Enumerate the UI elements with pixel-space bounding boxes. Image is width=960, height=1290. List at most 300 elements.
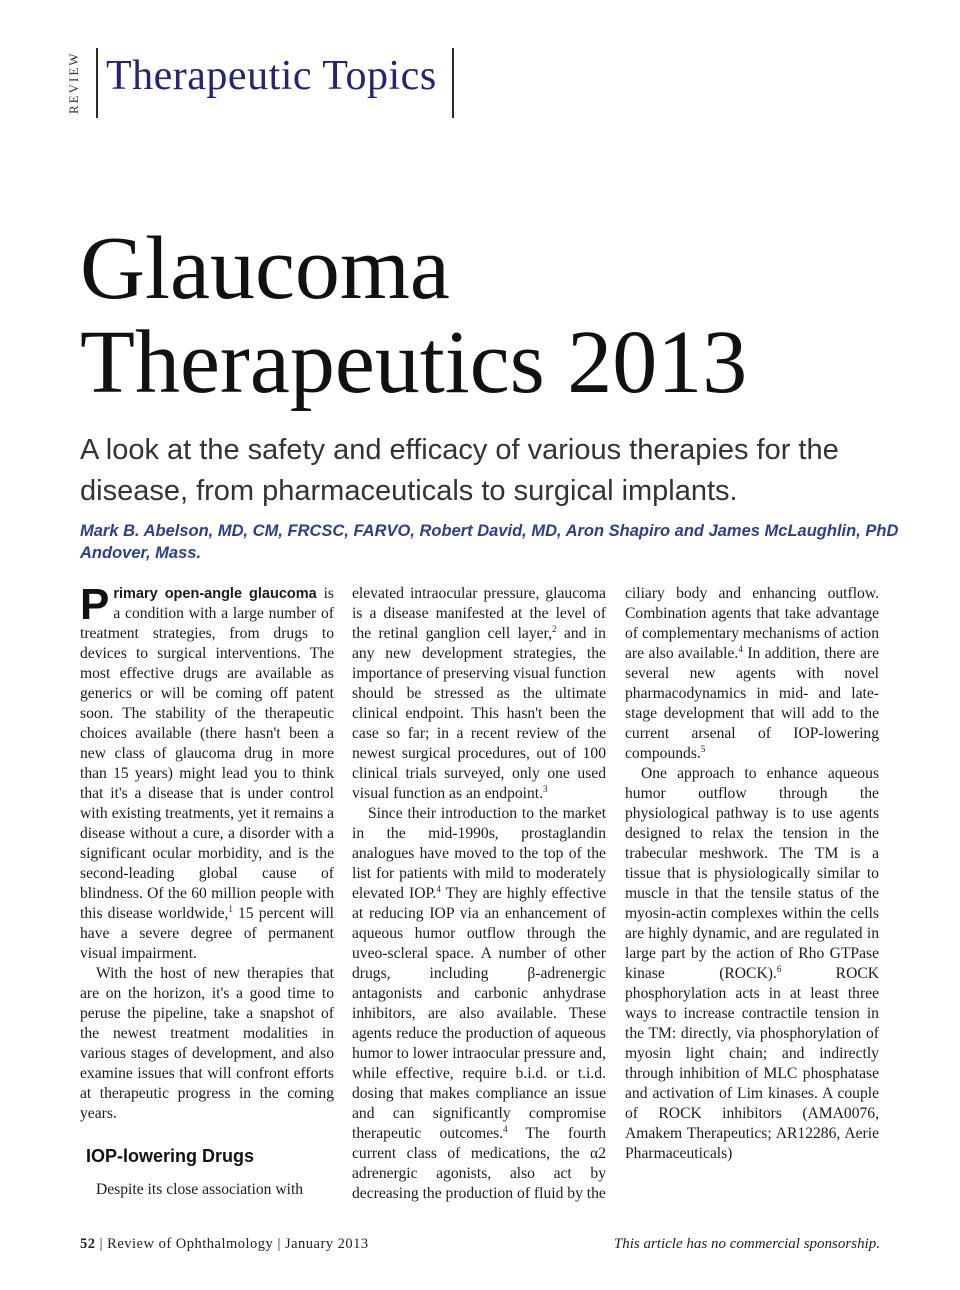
- word: glaucoma: [545, 585, 606, 602]
- word: complementary: [641, 625, 739, 642]
- word: [744, 705, 751, 722]
- word: and: [352, 1105, 375, 1122]
- word: 100: [582, 745, 606, 762]
- word: [839, 985, 848, 1002]
- word: medications,: [470, 1145, 551, 1162]
- word: [838, 845, 850, 862]
- word: the: [753, 825, 773, 842]
- word: and: [818, 685, 842, 702]
- word: [499, 705, 507, 722]
- word: regulated: [804, 925, 863, 942]
- word: while: [352, 1065, 387, 1082]
- word: [746, 685, 756, 702]
- word: IOP-lowering: [793, 725, 879, 742]
- word: cells: [850, 905, 879, 922]
- word: intraocular: [409, 585, 478, 602]
- word: [860, 865, 867, 882]
- word: humor: [414, 925, 456, 942]
- word: to: [664, 1005, 677, 1022]
- word: tissue: [625, 865, 661, 882]
- word: [735, 1005, 742, 1022]
- word: [549, 605, 556, 622]
- word: is: [775, 805, 786, 822]
- word: dosing: [352, 1085, 394, 1102]
- word: of: [757, 725, 771, 742]
- word: of: [719, 1085, 733, 1102]
- word: the: [422, 1185, 442, 1202]
- word: visual: [352, 785, 390, 802]
- word: [572, 1165, 591, 1182]
- word: significantly: [432, 1105, 511, 1122]
- word: [808, 685, 818, 702]
- word: other: [573, 945, 606, 962]
- word: used: [577, 765, 606, 782]
- word: novel: [844, 665, 879, 682]
- word: least: [810, 985, 839, 1002]
- word: are: [427, 1005, 447, 1022]
- word: complexes: [711, 905, 778, 922]
- word: [451, 745, 458, 762]
- word: [860, 845, 872, 862]
- word: stressed: [434, 685, 484, 702]
- word: indirectly: [819, 1045, 879, 1062]
- word: AR12286,: [775, 1125, 841, 1142]
- word: through: [625, 1065, 674, 1082]
- word: [437, 1145, 447, 1162]
- word: to: [866, 865, 879, 882]
- word: β-adrenergic: [527, 965, 606, 982]
- word: [824, 665, 844, 682]
- reference-2: 2: [552, 623, 557, 634]
- word: physiological: [625, 805, 710, 822]
- reference-marker: 4: [503, 1123, 508, 1134]
- word: lower: [412, 1045, 449, 1062]
- word: agents: [352, 1025, 392, 1042]
- column-2: [352, 584, 606, 1214]
- word: inhibitors,: [352, 1005, 416, 1022]
- word: [853, 885, 860, 902]
- word: via: [736, 1025, 756, 1042]
- word: with: [452, 865, 481, 882]
- word: to: [841, 705, 854, 722]
- word: myosin-actin: [625, 905, 707, 922]
- word: MLC: [763, 1065, 798, 1082]
- word: have: [419, 845, 450, 862]
- word: the: [586, 1185, 606, 1202]
- word: [665, 965, 719, 982]
- word: the: [522, 685, 542, 702]
- word: These: [568, 1005, 606, 1022]
- article-title: [80, 219, 900, 412]
- word: cell: [487, 625, 511, 642]
- word: in: [436, 725, 449, 742]
- word: clinical: [352, 765, 398, 782]
- word: only: [512, 765, 540, 782]
- word: [547, 1065, 556, 1082]
- word: [416, 1005, 428, 1022]
- word: [550, 1145, 560, 1162]
- word: adrenergic: [352, 1165, 418, 1182]
- word: also: [648, 645, 674, 662]
- word: [488, 965, 527, 982]
- word: add: [811, 705, 835, 722]
- word: with: [796, 665, 824, 682]
- word: [406, 825, 428, 842]
- word: fluid: [533, 1185, 564, 1202]
- word: [418, 1165, 437, 1182]
- word: inhibitors: [722, 1105, 782, 1122]
- word: of: [823, 625, 837, 642]
- word: the: [586, 705, 606, 722]
- word: aqueous: [554, 1025, 606, 1042]
- word: or: [555, 1065, 569, 1082]
- word: and: [625, 1085, 648, 1102]
- word: This: [471, 705, 500, 722]
- word: IOP: [429, 905, 454, 922]
- article-dek: A look at the safety and efficacy of various therapies for the disease, from pharmaceuticals to surgical implants.: [80, 434, 839, 507]
- word: [528, 985, 543, 1002]
- review-label: REVIEW: [66, 51, 81, 115]
- word: designed: [625, 825, 681, 842]
- header-divider-right: [452, 48, 454, 118]
- word: moved: [454, 845, 497, 862]
- word: the: [529, 605, 549, 622]
- reference-marker: 5: [700, 743, 706, 754]
- word: are: [625, 645, 645, 662]
- word: that: [750, 705, 775, 722]
- word: function: [554, 665, 606, 682]
- word: part: [661, 945, 686, 962]
- word: enhance: [766, 765, 818, 782]
- word: [805, 705, 812, 722]
- word: through: [526, 925, 576, 942]
- word: outflow: [466, 925, 516, 942]
- word: in: [837, 825, 850, 842]
- word: hasn't: [506, 705, 543, 722]
- word: [769, 685, 779, 702]
- word: of: [625, 1105, 638, 1122]
- byline: [80, 520, 900, 564]
- word: [702, 1105, 722, 1122]
- word: recent: [470, 725, 510, 742]
- word: [687, 845, 699, 862]
- word: through: [779, 785, 828, 802]
- word: of: [568, 845, 582, 862]
- title-line-2: Therapeutics 2013: [80, 313, 748, 412]
- word: body: [676, 585, 708, 602]
- word: [747, 785, 779, 802]
- word: compounds.: [625, 745, 701, 762]
- word: the: [386, 825, 406, 842]
- word: fourth: [567, 1125, 606, 1142]
- word: [455, 925, 467, 942]
- word: development: [663, 705, 745, 722]
- reference-marker: 6: [776, 963, 782, 974]
- word: [718, 885, 725, 902]
- word: highly: [506, 885, 547, 902]
- word: be: [406, 685, 422, 702]
- word: [804, 1045, 819, 1062]
- reference-1: 1: [228, 903, 233, 914]
- section-title: Therapeutic Topics: [106, 53, 437, 99]
- word: in: [768, 985, 781, 1002]
- word: [550, 1125, 568, 1142]
- word: [773, 825, 783, 842]
- paragraph-1: [80, 584, 334, 964]
- word: the: [625, 1025, 645, 1042]
- word: strategies,: [513, 645, 577, 662]
- word: the: [586, 925, 606, 942]
- word: [375, 1105, 393, 1122]
- word: [567, 945, 574, 962]
- word: including: [429, 965, 489, 982]
- word: issue: [574, 1085, 606, 1102]
- word: and,: [579, 1045, 606, 1062]
- word: [666, 785, 698, 802]
- word: [504, 765, 512, 782]
- word: [387, 1065, 396, 1082]
- word: to: [690, 825, 703, 842]
- word: [507, 1065, 516, 1082]
- word: the: [586, 845, 606, 862]
- word: [579, 705, 587, 722]
- word: three: [847, 985, 879, 1002]
- word: [460, 1145, 470, 1162]
- word: by: [567, 1185, 583, 1202]
- word: advantage: [815, 605, 879, 622]
- word: [781, 965, 835, 982]
- word: action: [840, 625, 879, 642]
- word: Pharmaceuticals): [625, 1145, 733, 1162]
- word: [771, 725, 793, 742]
- word: the: [586, 645, 606, 662]
- word: [828, 825, 838, 842]
- word: [804, 845, 815, 862]
- word: [671, 1045, 686, 1062]
- word: [503, 645, 514, 662]
- word: production: [465, 1025, 534, 1042]
- word: directly,: [680, 1025, 732, 1042]
- word: [447, 1005, 459, 1022]
- word: ROCK: [835, 965, 879, 982]
- journal-name: Review of Ophthalmology: [107, 1236, 274, 1252]
- word: level: [555, 605, 586, 622]
- word: [791, 885, 798, 902]
- word: are: [781, 925, 801, 942]
- word: [786, 805, 793, 822]
- word: to: [521, 805, 535, 822]
- title-line-1: Glaucoma: [80, 219, 450, 318]
- word: (ROCK).: [719, 965, 777, 982]
- word: [767, 1045, 782, 1062]
- word: close: [166, 1181, 199, 1198]
- word: makes: [429, 1085, 470, 1102]
- word: [394, 685, 407, 702]
- word: ROCK: [658, 1105, 702, 1122]
- word: mid-: [778, 685, 809, 702]
- word: [669, 665, 689, 682]
- word: [781, 985, 790, 1002]
- word: their: [407, 805, 437, 822]
- word: the: [560, 1145, 580, 1162]
- word: elevated: [352, 585, 404, 602]
- word: [580, 1145, 590, 1162]
- word: disease: [383, 605, 429, 622]
- word: [400, 725, 408, 742]
- word: [484, 685, 497, 702]
- word: GTPase: [829, 945, 879, 962]
- word: current: [352, 1145, 397, 1162]
- word: and: [781, 1045, 805, 1062]
- word: act: [553, 1165, 572, 1182]
- word: [463, 725, 471, 742]
- word: intraocular: [452, 1045, 520, 1062]
- word: available.: [678, 645, 739, 662]
- word: clinical: [352, 705, 398, 722]
- word: market: [562, 805, 606, 822]
- word: manifested: [435, 605, 505, 622]
- lead-in: rimary open-angle glaucoma: [113, 586, 317, 602]
- word: an: [484, 905, 500, 922]
- word: outflow: [698, 785, 747, 802]
- word: [657, 705, 664, 722]
- word: [816, 585, 827, 602]
- word: Aerie: [844, 1125, 879, 1142]
- word: is: [697, 865, 708, 882]
- word: function: [393, 785, 446, 802]
- word: approach: [677, 765, 735, 782]
- word: ways: [625, 1005, 658, 1022]
- word: that: [694, 885, 719, 902]
- word: of: [553, 945, 567, 962]
- word: development: [422, 645, 503, 662]
- word: [744, 885, 751, 902]
- word: They: [445, 885, 478, 902]
- word: [757, 765, 767, 782]
- word: prostaglandin: [521, 825, 606, 842]
- word: mild: [485, 865, 514, 882]
- word: The: [525, 1125, 550, 1142]
- word: antagonists: [352, 985, 423, 1002]
- word: in: [593, 625, 606, 642]
- word: of: [840, 885, 854, 902]
- word: that: [399, 1085, 424, 1102]
- word: TM:: [648, 1025, 677, 1042]
- word: with: [275, 1181, 304, 1198]
- word: [576, 745, 583, 762]
- word: within: [782, 905, 823, 922]
- word: [579, 725, 587, 742]
- word: the: [859, 825, 879, 842]
- word: also: [459, 1005, 485, 1022]
- word: [586, 625, 593, 642]
- word: activation: [652, 1085, 715, 1102]
- word: [744, 825, 754, 842]
- word: muscle: [625, 885, 670, 902]
- word: [850, 825, 860, 842]
- word: effective: [551, 885, 606, 902]
- word: surveyed,: [444, 765, 505, 782]
- word: A: [480, 945, 492, 962]
- page-number: 52: [80, 1236, 96, 1252]
- word: the: [724, 885, 744, 902]
- word: [429, 725, 437, 742]
- word: myosin: [625, 1045, 671, 1062]
- word: so: [386, 725, 401, 742]
- word: by: [690, 945, 707, 962]
- word: the: [586, 725, 606, 742]
- paragraph-segment: [625, 584, 879, 764]
- word: [768, 845, 779, 862]
- word: case: [352, 725, 379, 742]
- author-location: Andover, Mass.: [80, 544, 202, 562]
- word: [418, 625, 425, 642]
- word: action: [736, 945, 775, 962]
- word: highly: [648, 925, 689, 942]
- word: at: [789, 985, 802, 1002]
- word: humor: [625, 785, 666, 802]
- word: Combination: [625, 605, 707, 622]
- word: one: [547, 765, 570, 782]
- word: procedures,: [457, 745, 530, 762]
- reference-marker: 4: [436, 883, 441, 894]
- word: can: [392, 1105, 415, 1122]
- word: [414, 1105, 432, 1122]
- word: TM: [814, 845, 839, 862]
- word: ciliary: [625, 585, 665, 602]
- word: In: [747, 645, 761, 662]
- word: to: [792, 805, 805, 822]
- word: [736, 725, 758, 742]
- word: new: [689, 665, 716, 682]
- word: use: [811, 805, 833, 822]
- word: meshwork.: [699, 845, 768, 862]
- word: list: [352, 865, 372, 882]
- word: new: [385, 645, 412, 662]
- word: [510, 625, 517, 642]
- word: compromise: [528, 1105, 606, 1122]
- word: Rho: [798, 945, 825, 962]
- word: similar: [816, 865, 861, 882]
- word: pharmacodynamics: [625, 685, 747, 702]
- word: are: [859, 645, 879, 662]
- word: compliance: [475, 1085, 548, 1102]
- word: Therapeutics;: [686, 1125, 772, 1142]
- word: relax: [712, 825, 744, 842]
- word: the: [826, 905, 846, 922]
- word: [841, 685, 851, 702]
- word: elevated: [352, 885, 404, 902]
- separator: |: [95, 1236, 108, 1252]
- word: pathway: [715, 805, 769, 822]
- word: [575, 925, 587, 942]
- word: mechanisms: [742, 625, 820, 642]
- word: an: [553, 1085, 569, 1102]
- word: take: [784, 605, 811, 622]
- word: [535, 1165, 554, 1182]
- word: [860, 1005, 867, 1022]
- word: to: [744, 765, 757, 782]
- word: uveo-scleral: [352, 945, 429, 962]
- word: any: [352, 645, 375, 662]
- word: [542, 685, 555, 702]
- word: surgical: [401, 745, 451, 762]
- word: [669, 725, 691, 742]
- word: status: [798, 885, 834, 902]
- word: in: [866, 1005, 879, 1022]
- word: enhancement: [505, 905, 588, 922]
- word: large: [625, 945, 656, 962]
